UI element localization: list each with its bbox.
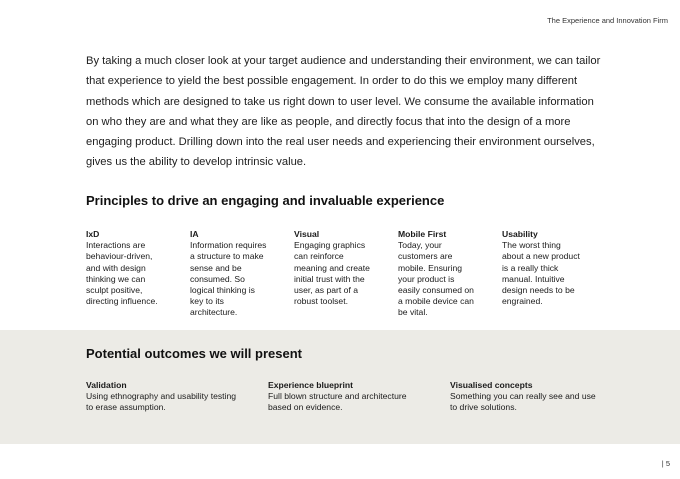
page-number: | 5 bbox=[661, 459, 670, 468]
outcome-text: Full blown structure and architecture based on evidence. bbox=[268, 391, 407, 413]
principle-visual bbox=[294, 229, 398, 319]
outcome-title: Visualised concepts bbox=[450, 380, 533, 390]
principle-text: Information requires a structure to make sense and be consumed. So logical thinking is key to its architecture. bbox=[190, 240, 267, 318]
principle-title: IA bbox=[190, 229, 199, 239]
outcome-title: Validation bbox=[86, 380, 127, 390]
outcome-visualised-concepts bbox=[450, 380, 632, 414]
outcome-text: Using ethnography and usability testing to erase assumption. bbox=[86, 391, 237, 413]
principle-title: Mobile First bbox=[398, 229, 447, 239]
outcome-experience-blueprint bbox=[268, 380, 450, 414]
principle-text: Engaging graphics can reinforce meaning and create initial trust with the user, as part of a robust toolset. bbox=[294, 240, 370, 307]
outcome-title: Experience blueprint bbox=[268, 380, 354, 390]
principle-text: Today, your customers are mobile. Ensuring your product is easily consumed on a mobile device can be vital. bbox=[398, 240, 474, 318]
principles-list bbox=[86, 229, 606, 319]
outcomes-heading: Potential outcomes we will present bbox=[86, 346, 302, 361]
principle-title: Usability bbox=[502, 229, 538, 239]
principle-usability bbox=[502, 229, 606, 319]
principle-title: Visual bbox=[294, 229, 320, 239]
outcomes-band bbox=[0, 330, 680, 444]
outcome-text: Something you can really see and use to drive solutions. bbox=[450, 391, 596, 413]
principle-ia bbox=[190, 229, 294, 319]
principle-text: The worst thing about a new product is a really thick manual. Intuitive design needs to be engrained. bbox=[502, 240, 580, 307]
principle-text: Interactions are behaviour-driven, and with design thinking we can sculpt positive, directing influence. bbox=[86, 240, 158, 307]
principle-title: IxD bbox=[86, 229, 100, 239]
header-firm-name: The Experience and Innovation Firm bbox=[547, 16, 668, 25]
outcomes-list bbox=[86, 380, 646, 414]
principle-mobile-first bbox=[398, 229, 502, 319]
outcome-validation bbox=[86, 380, 268, 414]
intro-paragraph: By taking a much closer look at your target audience and understanding their environment, we can tailor that experience to yield the best possible engagement. In order to do this we employ many different methods which are designed to take us right down to user level. We consume the available information on who they are and what they are like as people, and directly focus that into the design of a more engaging product. Drilling down into the real user needs and experiencing their environment ourselves, gives us the ability to develop intrinsic value. bbox=[86, 55, 601, 169]
principle-ixd bbox=[86, 229, 190, 319]
principles-heading: Principles to drive an engaging and invaluable experience bbox=[86, 193, 445, 208]
